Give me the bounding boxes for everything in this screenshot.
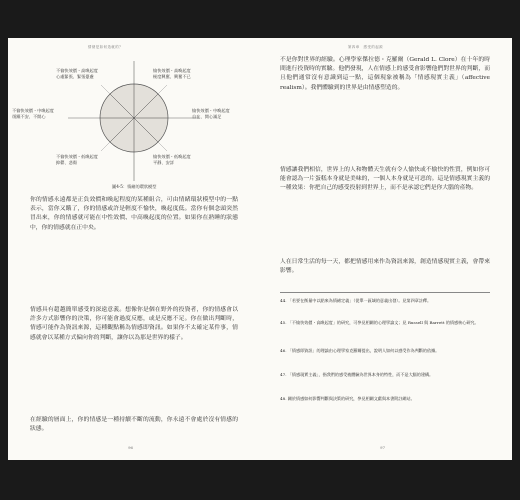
label-high-pleasant: 愉快效價・高喚起度 極度興奮、興奮不已 [153, 68, 191, 79]
footnote: 44. 「若要在衡量中以點來為情緒定義」（從單一區域的意義出發）。見第四章註釋。 [280, 298, 432, 303]
body-paragraph: 不是你對世界的經驗。心理學家傑拉德・克羅爾（Gerald L. Clore）在十年的時間進行投資時的實驗。他們發現，人在情感上的感受會影響他們對世界的判斷，而且他們通常沒有意識到這一點，這個現象被稱為「情感現實主義」（affective realism）。我們體驗到的世界是由情感塑造的。 [280, 57, 490, 91]
footnote: 46. 「情感即資訊」的理論由心理學家克羅爾提出，說明人如何以感受作為判斷的依據。 [280, 348, 440, 353]
footnote: 48. 關於情感如何影響判斷與決策的研究，參見相關文獻與本書附註網站。 [280, 396, 415, 401]
label-mid-pleasant: 愉快效價・中喚起度 自在、開心滿足 [192, 108, 230, 119]
page-number: 97 [380, 445, 386, 450]
footnote: 47. 「情感現實主義」，指我們的感受被體驗為世界本身的特性，而不是大腦的建構。 [280, 372, 434, 377]
body-paragraph: 你的情感永遠都是正負效價和喚起程度的某種組合，可由情緒環狀模型中的一點表示，當你又餓了，你的情感或許是輕度不愉快，喚起度低。當你有個念頭突然冒出來，你的情感就可能在中性效價、中高喚起度的位置。如果你在熟睡的狀態中，你的情感就在正中央。 [30, 197, 238, 231]
figure-caption: 圖4-5：情緒的環狀模型 [112, 184, 157, 189]
left-page [8, 38, 260, 460]
body-paragraph: 情感讓我們相信，世界上的人和物體天生就有令人愉快或不愉快的性質，例如你可能會認為一片蛋糕本身就是美味的，一個人本身就是可惡的。這是情感現實主義的一種效果：你把自己的感受投射到世界上，而不是承認它們是你大腦的產物。 [280, 167, 490, 192]
circumplex-diagram [8, 56, 260, 196]
body-paragraph: 人在日常生活的每一天，都把情感用來作為資訊來源，創造情感現實主義，會帶來影響。 [280, 259, 490, 275]
label-low-unpleasant: 不愉快效價・低喚起度 抑鬱、悲傷 [56, 154, 98, 165]
body-paragraph: 在經驗的層面上，你的情感是一種持續不斷的流動，你永遠不會處於沒有情感的狀態。 [30, 417, 238, 433]
running-head: 情緒是如何造就的？ [88, 45, 124, 49]
right-page [260, 38, 512, 460]
footnote: 45. 「不愉快效價・高喚起度」的研究，可參見相關的心理學論文；見 Russell 與 Barrett 的情感核心研究。 [280, 320, 479, 325]
label-high-unpleasant: 不愉快效價・高喚起度 心處緊張、緊張憂慮 [56, 68, 98, 79]
running-head: 第四章 感受的起源 [348, 45, 384, 49]
label-mid-unpleasant: 不愉快效價・中喚起度 煩躁不安、不開心 [12, 108, 54, 119]
body-paragraph: 情感具有超越簡單感受的深遠意義。想像你是個在野外的投資者，你的情感會以許多方式影響你的決策，你可能會過度反應，或是反應不足。你在做出判斷時，情感可能作為資訊來源，這種觀點稱為情感即資訊。如果你不太確定某件事，情感就會以某種方式偏向你的判斷，讓你以為那是世界的樣子。 [30, 307, 238, 341]
label-low-pleasant: 愉快效價・低喚起度 平靜、安詳 [153, 154, 191, 165]
page-number: 96 [128, 445, 134, 450]
footnote-rule [280, 292, 490, 293]
